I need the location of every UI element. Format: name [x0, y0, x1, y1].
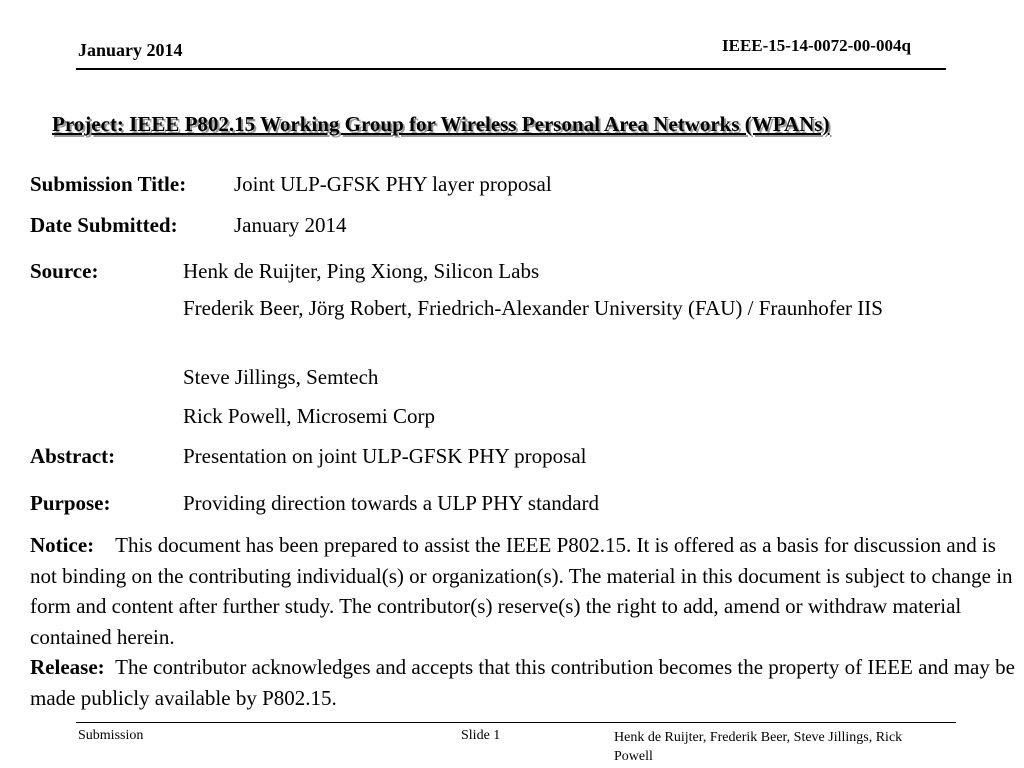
footer-divider — [76, 722, 956, 723]
project-title: Project: IEEE P802.15 Working Group for Wireless Personal Area Networks (WPANs) — [52, 112, 830, 136]
purpose-label: Purpose: — [30, 491, 111, 515]
submission-title-value: Joint ULP-GFSK PHY layer proposal — [234, 172, 552, 196]
source-line: Henk de Ruijter, Ping Xiong, Silicon Labs — [183, 259, 540, 283]
source-line: Frederik Beer, Jörg Robert, Friedrich-Alexander University (FAU) / Fraunhofer IIS — [183, 296, 883, 320]
abstract-label: Abstract: — [30, 444, 116, 468]
header-doc-number: IEEE-15-14-0072-00-004q — [722, 36, 911, 55]
source-line: Rick Powell, Microsemi Corp — [183, 404, 435, 428]
notice-text: This document has been prepared to assist the IEEE P802.15. It is offered as a basis for discussion and is not binding on the contributing individual(s) or organization(s). The material in this document is subject to change in form and content after further study. The contributor(s) reserve(s) the right to add, amend or withdraw material contained herein. — [30, 533, 1013, 649]
date-submitted-value: January 2014 — [234, 213, 347, 237]
purpose-value: Providing direction towards a ULP PHY standard — [183, 491, 600, 515]
footer-authors: Henk de Ruijter, Frederik Beer, Steve Jillings, Rick Powell — [614, 730, 903, 764]
footer-slide-number: Slide 1 — [461, 728, 501, 743]
notice-release-block — [30, 530, 1020, 713]
notice-label: Notice: — [30, 533, 95, 557]
source-line: Steve Jillings, Semtech — [183, 365, 379, 389]
submission-title-label: Submission Title: — [30, 172, 187, 196]
release-text: The contributor acknowledges and accepts that this contribution becomes the property of IEEE and may be made publicly available by P802.15. — [30, 655, 1015, 710]
date-submitted-label: Date Submitted: — [30, 213, 178, 237]
header-divider — [76, 68, 946, 70]
footer-submission: Submission — [78, 728, 144, 743]
header-date: January 2014 — [78, 40, 183, 60]
source-label: Source: — [30, 259, 99, 283]
release-label: Release: — [30, 655, 105, 679]
abstract-value: Presentation on joint ULP-GFSK PHY proposal — [183, 444, 587, 468]
